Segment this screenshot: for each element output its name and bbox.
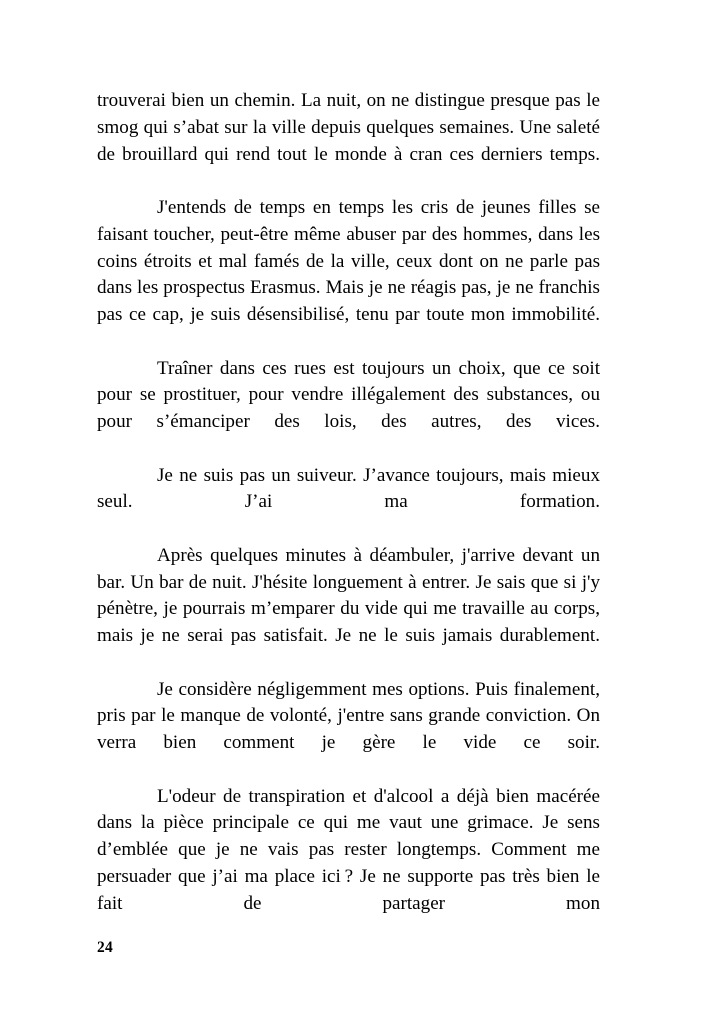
paragraph: Je considère négligemment mes options. Puis finalement, pris par le manque de volonté, j'entre sans grande conviction. On verra bien comment je gère le vide ce soir.	[97, 678, 600, 753]
paragraph: trouverai bien un chemin. La nuit, on ne distingue presque pas le smog qui s’abat sur la ville depuis quelques semaines. Une saleté de brouillard qui rend tout le monde à cran ces derniers temps.	[97, 90, 600, 165]
paragraph: L'odeur de transpiration et d'alcool a déjà bien macérée dans la pièce principale ce qui me vaut une grimace. Je sens d’emblée que je ne vais pas rester longtemps. Comment me persuader que j’ai ma place ici ? Je ne supporte pas très bien le fait de partager mon	[97, 785, 600, 914]
page-number: 24	[97, 939, 113, 956]
paragraph: Traîner dans ces rues est toujours un choix, que ce soit pour se prostituer, pour vendre illégalement des substances, ou pour s’émanciper des lois, des autres, des vices.	[97, 357, 600, 432]
paragraph: Je ne suis pas un suiveur. J’avance toujours, mais mieux seul. J’ai ma formation.	[97, 464, 600, 513]
paragraph: Après quelques minutes à déambuler, j'arrive devant un bar. Un bar de nuit. J'hésite longuement à entrer. Je sais que si j'y pénètre, je pourrais m’emparer du vide qui me travaille au corps, mais je ne serai pas satisfait. Je ne le suis jamais durablement.	[97, 544, 600, 646]
body-text-column	[97, 88, 600, 944]
paragraph: J'entends de temps en temps les cris de jeunes filles se faisant toucher, peut-être même abuser par des hommes, dans les coins étroits et mal famés de la ville, ceux dont on ne parle pas dans les prospectus Erasmus. Mais je ne réagis pas, je ne franchis pas ce cap, je suis désensibilisé, tenu par toute mon immobilité.	[97, 197, 600, 325]
